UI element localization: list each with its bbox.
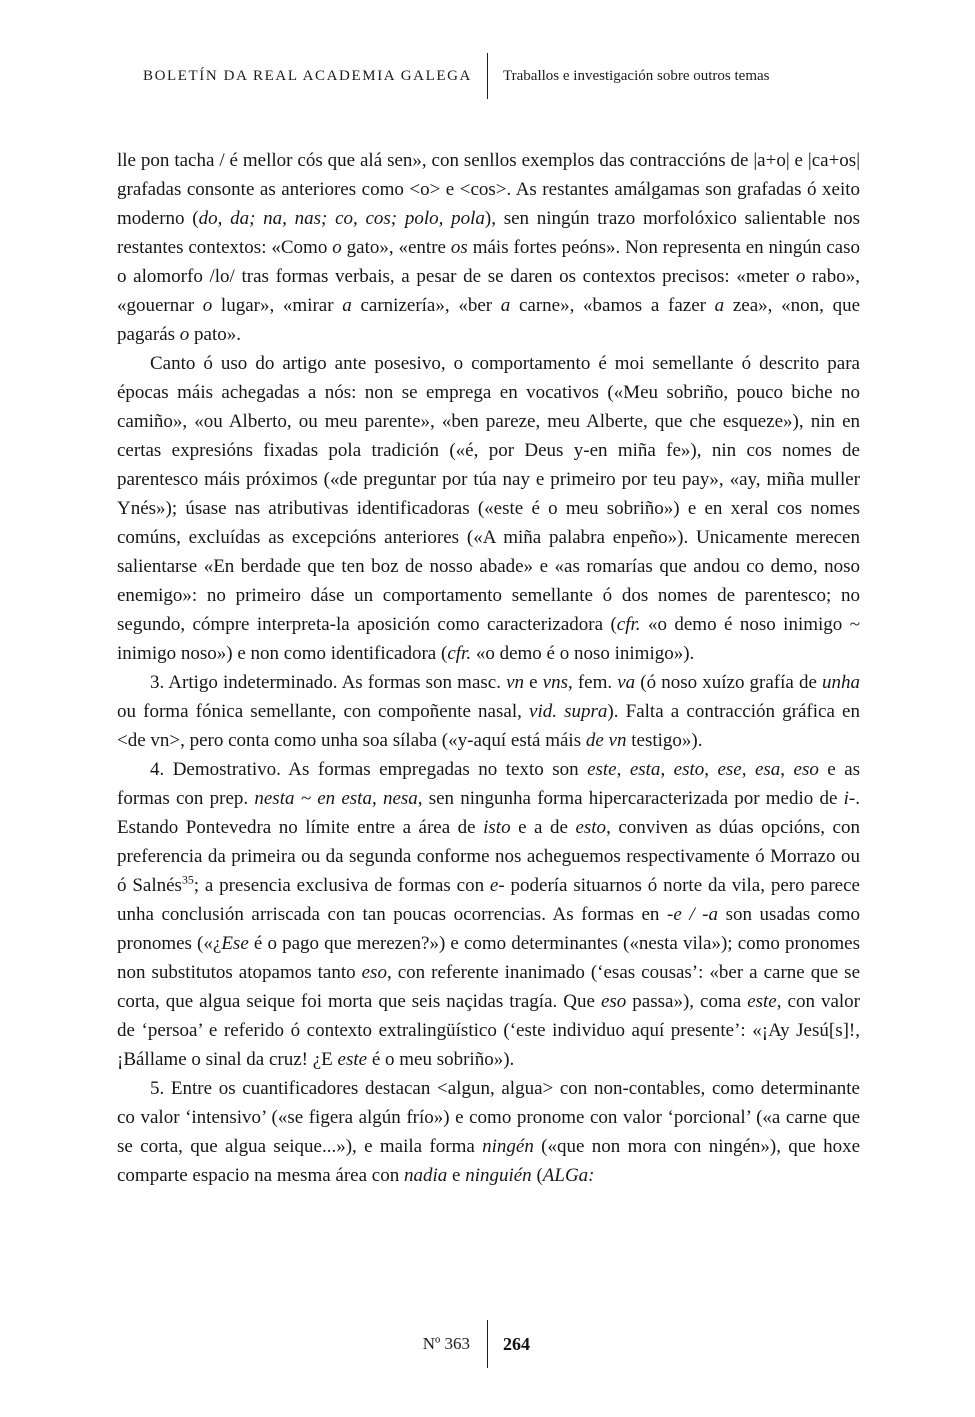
paragraph xyxy=(117,349,860,668)
text-run: é o meu sobriño»). xyxy=(367,1049,515,1070)
italic-run: a xyxy=(500,295,511,316)
text-run: gato», «entre xyxy=(341,237,451,258)
italic-run: i- xyxy=(843,788,856,809)
italic-run: eso xyxy=(793,759,819,780)
section-title: Traballos e investigación sobre outros temas xyxy=(503,68,770,84)
italic-run: este xyxy=(587,759,617,780)
paragraph xyxy=(117,1074,860,1190)
text-run: pato». xyxy=(189,324,241,345)
paragraph xyxy=(117,146,860,349)
italic-run: cfr. xyxy=(447,643,472,664)
text-run: , xyxy=(371,788,383,809)
text-run: ). Falta a contracción gráfica en <de vn>, pero conta como unha soa sílaba («y-aquí está máis xyxy=(117,701,860,751)
journal-title: BOLETÍN DA REAL ACADEMIA GALEGA xyxy=(142,68,472,84)
italic-run: -e / -a xyxy=(667,904,719,925)
italic-run: esa xyxy=(754,759,781,780)
italic-run: a xyxy=(714,295,725,316)
italic-run: ningén xyxy=(482,1136,534,1157)
text-run: lle pon tacha / é mellor cós que alá sen», con senllos exemplos das contraccións de |a+o| e |ca+os| grafadas consonte as anteriores como <o> e <cos>. As restantes amálgamas son grafadas ó xeito moderno ( xyxy=(117,150,860,229)
italic-run: nesta ~ en esta xyxy=(254,788,372,809)
text-run: podería situarnos ó norte da vila, pero parece unha conclusión arriscada con tan poucas ocorrencias. As formas en xyxy=(117,875,860,925)
footer-divider xyxy=(487,1320,488,1368)
header-divider xyxy=(487,53,488,99)
italic-run: a xyxy=(342,295,352,316)
italic-run: vns xyxy=(542,672,568,693)
text-run: passa»), coma xyxy=(626,991,748,1012)
italic-run: unha xyxy=(822,672,860,693)
italic-run: o xyxy=(179,324,190,345)
italic-run: este xyxy=(337,1049,368,1070)
italic-run: os xyxy=(450,237,468,258)
italic-run: va xyxy=(617,672,636,693)
italic-run: eso xyxy=(361,962,387,983)
italic-run: nadia xyxy=(403,1165,448,1186)
italic-run: do, da; na, nas; co, cos; polo, pola xyxy=(198,208,485,229)
text-run: ou forma fónica semellante, con compoñente nasal, xyxy=(117,701,530,722)
page-header xyxy=(0,53,975,99)
text-run: é o pago que merezen?») e como determinantes («nesta vila»); como pronomes non substitutos atopamos tanto xyxy=(117,933,860,983)
text-run: «o demo é o noso inimigo»). xyxy=(471,643,695,664)
text-run: , xyxy=(616,759,630,780)
text-run: (ó noso xuízo grafía de xyxy=(635,672,822,693)
italic-run: nesa xyxy=(382,788,418,809)
text-run: ), sen ningún trazo morfolóxico salientable nos restantes contextos: «Como xyxy=(117,208,860,258)
italic-run: Ese xyxy=(221,933,249,954)
text-run: e xyxy=(447,1165,466,1186)
paragraph xyxy=(117,668,860,755)
text-run: , xyxy=(704,759,718,780)
italic-run: cfr. xyxy=(616,614,641,635)
text-run: lugar», «mirar xyxy=(212,295,343,316)
text-run: ; a presencia exclusiva de formas con xyxy=(193,875,490,896)
italic-run: este xyxy=(747,991,777,1012)
text-run: e xyxy=(524,672,543,693)
text-run: , fem. xyxy=(567,672,618,693)
italic-run: ALGa: xyxy=(542,1165,595,1186)
italic-run: o xyxy=(332,237,342,258)
text-run: , xyxy=(780,759,794,780)
text-run: , sen ningunha forma hipercaracterizada por medio de xyxy=(417,788,844,809)
issue-number: Nº 363 xyxy=(422,1334,470,1353)
text-run: («que non mora con ningén»), que hoxe comparte espacio na mesma área con xyxy=(117,1136,860,1186)
text-run: ( xyxy=(531,1165,543,1186)
italic-run: o xyxy=(795,266,806,287)
italic-run: vid. supra xyxy=(529,701,608,722)
text-run: «o demo é noso inimigo ~ inimigo noso») e non como identificadora ( xyxy=(117,614,860,664)
italic-run: isto xyxy=(483,817,511,838)
text-run: , xyxy=(660,759,674,780)
italic-run: de vn xyxy=(585,730,627,751)
text-run: , con valor de ‘persoa’ e referido ó contexto extralingüístico (‘este individuo aquí presente’: «¡Ay Jesú[s]!, ¡Bállame o sinal da cruz! ¿E xyxy=(117,991,860,1070)
footnote-reference: 35 xyxy=(181,873,194,887)
italic-run: e- xyxy=(489,875,505,896)
text-run: 3. Artigo indeterminado. As formas son masc. xyxy=(150,672,507,693)
text-run: 4. Demostrativo. As formas empregadas no texto son xyxy=(150,759,588,780)
italic-run: ese xyxy=(717,759,742,780)
text-run: . Estando Pontevedra no límite entre a área de xyxy=(117,788,860,838)
text-run: testigo»). xyxy=(626,730,703,751)
italic-run: eso xyxy=(600,991,627,1012)
text-run: , con referente inanimado (‘esas cousas’: «ber a carne que se corta, que algua seique foi morta que seis naçidas tragía. Que xyxy=(117,962,861,1012)
text-run: rabo», «gouernar xyxy=(117,266,860,316)
text-run: carne», «bamos a fazer xyxy=(510,295,715,316)
article-body xyxy=(117,146,860,1190)
text-run: e as formas con prep. xyxy=(117,759,861,809)
italic-run: o xyxy=(202,295,213,316)
italic-run: vn xyxy=(506,672,524,693)
italic-run: esto xyxy=(673,759,705,780)
text-run: , xyxy=(741,759,755,780)
paragraph xyxy=(117,755,860,1074)
text-run: zea», «non, que pagarás xyxy=(117,295,861,345)
text-run: máis fortes peóns». Non representa en ningún caso o alomorfo /lo/ tras formas verbais, a pesar de se daren os contextos precisos: «meter xyxy=(117,237,860,287)
text-run: Canto ó uso do artigo ante posesivo, o comportamento é moi semellante ó descrito para épocas máis achegadas a nós: non se emprega en vocativos («Meu sobriño, pouco biche no camiño», «ou Alberto, ou meu parente», «ben pareze, meu Alberte, que che esqueze»), nin en certas expresións fixadas pola tradición («é, por Deus y-en miña fe»), nin cos nomes de parentesco máis próximos («de preguntar por túa nay e primeiro por teu pay», «ay, miña muller Ynés»); úsase nas atributivas identificadoras («este é o meu sobriño») e en xeral cos nomes comúns, excluídas as excepcións anteriores («A miña palabra enpeño»). Unicamente merecen salientarse «En berdade que ten boz de nosso abade» e «as romarías que andou co demo, noso enemigo»: no primeiro dáse un comportamento semellante ó dos nomes de parentesco; no segundo, cómpre interpreta-la aposición como caracterizadora ( xyxy=(117,353,860,635)
italic-run: esto xyxy=(575,817,607,838)
page-footer xyxy=(0,1320,975,1368)
page-number: 264 xyxy=(503,1334,530,1354)
text-run: 5. Entre os cuantificadores destacan <algun, algua> con non-contables, como determinante co valor ‘intensivo’ («se figera algún frío») e como pronome con valor ‘porcional’ («a carne que se corta, que algua seique...»), e maila forma xyxy=(117,1078,860,1157)
text-run: , conviven as dúas opcións, con preferencia da primeira ou da segunda conforme nos acheguemos respectivamente ó Morrazo ou ó Salnés xyxy=(117,817,860,896)
italic-run: ninguién xyxy=(465,1165,532,1186)
text-run: e a de xyxy=(510,817,576,838)
text-run: carnizería», «ber xyxy=(351,295,501,316)
italic-run: esta xyxy=(629,759,661,780)
text-run: son usadas como pronomes («¿ xyxy=(117,904,860,954)
